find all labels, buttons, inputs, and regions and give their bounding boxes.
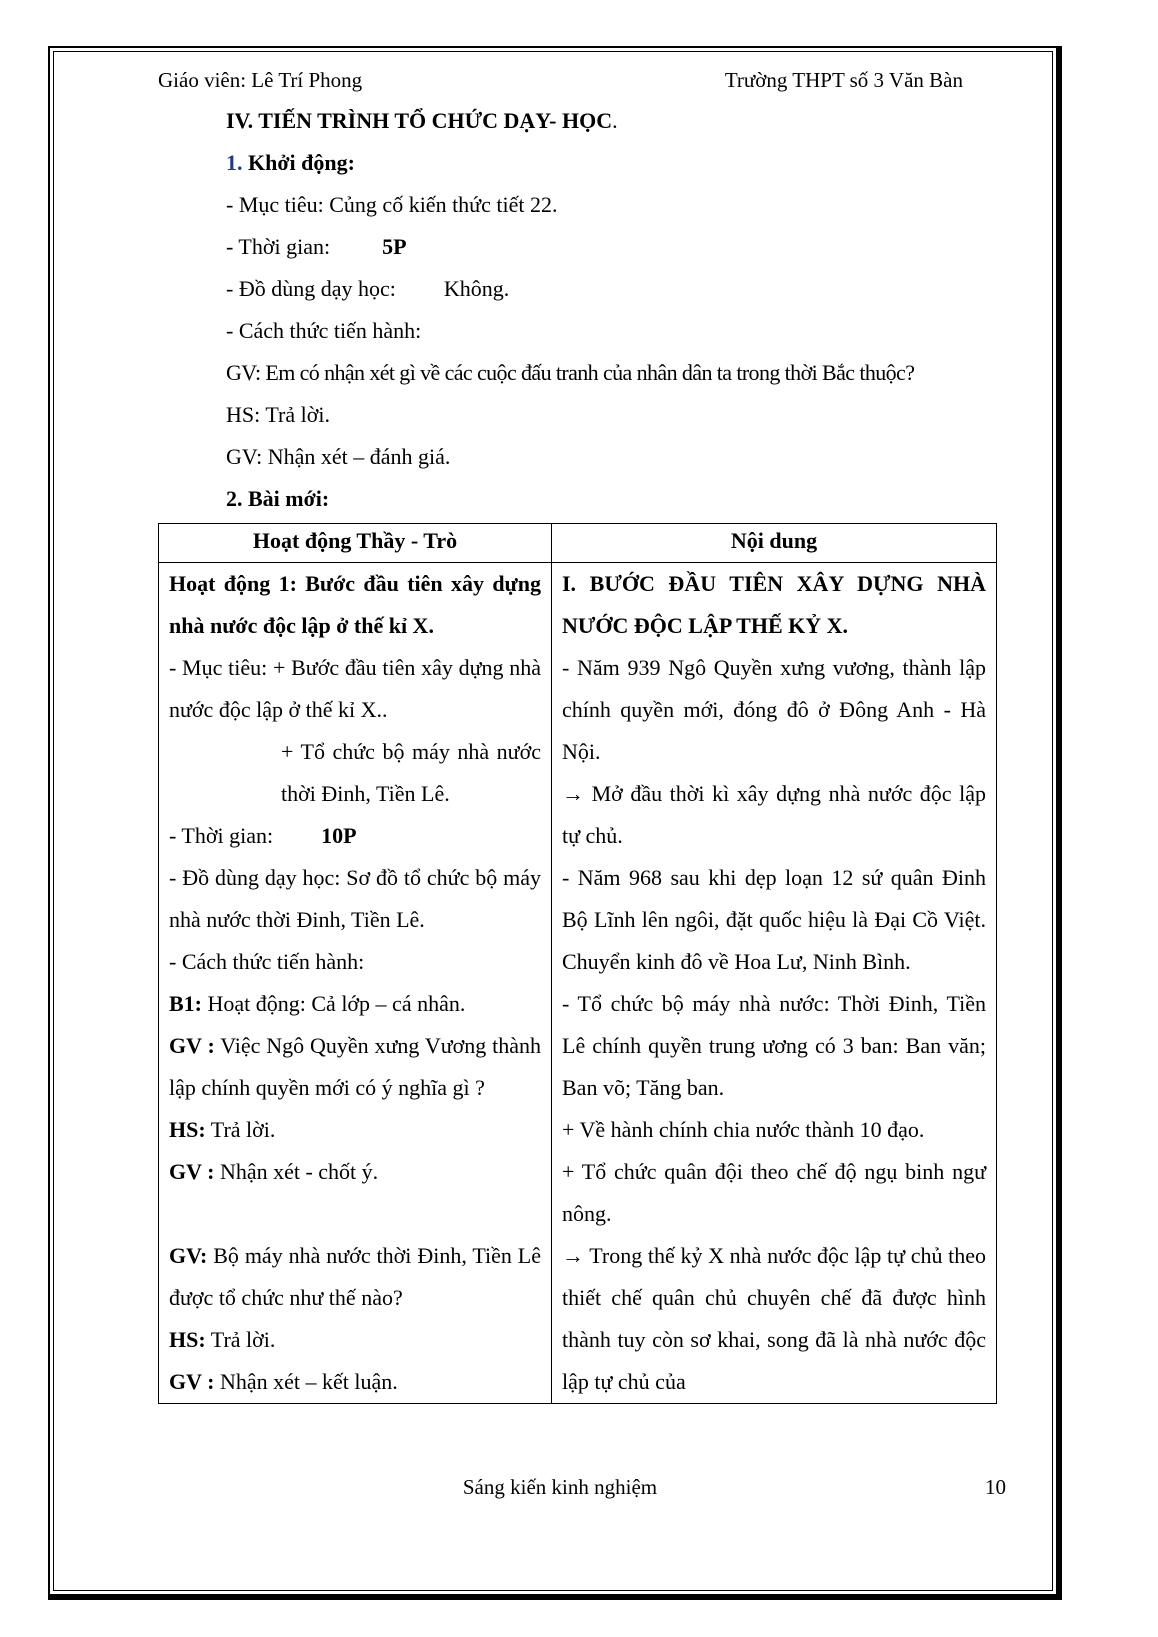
warmup-hs-answer: HS: Trả lời. bbox=[226, 402, 330, 427]
warmup-gv-question: GV: Em có nhận xét gì về các cuộc đấu tranh của nhân dân ta trong thời Bắc thuộc? bbox=[226, 360, 915, 385]
content-paragraph-2: → Mở đầu thời kì xây dựng nhà nước độc lập tự chủ. bbox=[562, 781, 986, 848]
content-paragraph-7: → Trong thế kỷ X nhà nước độc lập tự chủ theo thiết chế quân chủ chuyên chế đã được hình thành tuy còn sơ khai, song đã là nhà nước độc lập tự chủ của bbox=[562, 1243, 986, 1394]
warmup-time: - Thời gian: 5P bbox=[226, 234, 407, 259]
content-paragraph-5: + Về hành chính chia nước thành 10 đạo. bbox=[562, 1117, 925, 1142]
activity-goal: - Mục tiêu: + Bước đầu tiên xây dựng nhà nước độc lập ở thế kỉ X.. bbox=[169, 655, 541, 722]
warmup-gv-comment: GV: Nhận xét – đánh giá. bbox=[226, 444, 451, 469]
page-header bbox=[158, 68, 963, 93]
activity-tools: - Đồ dùng dạy học: Sơ đồ tổ chức bộ máy nhà nước thời Đinh, Tiền Lê. bbox=[169, 865, 541, 932]
activity-gv-question-1: GV : Việc Ngô Quyền xưng Vương thành lập chính quyền mới có ý nghĩa gì ? bbox=[169, 1033, 542, 1100]
warmup-goal: - Mục tiêu: Củng cố kiến thức tiết 22. bbox=[226, 192, 558, 217]
activity-b1: B1: Hoạt động: Cả lớp – cá nhân. bbox=[169, 991, 466, 1016]
content-cell bbox=[552, 563, 997, 1404]
activity-spacer bbox=[169, 1193, 541, 1235]
activity-hs-answer-2: HS: Trả lời. bbox=[169, 1327, 276, 1352]
activity-method: - Cách thức tiến hành: bbox=[169, 949, 365, 974]
table-header-row bbox=[159, 524, 997, 563]
warmup-heading: 1. Khởi động: bbox=[226, 150, 355, 175]
table-header-content: Nội dung bbox=[552, 524, 997, 563]
new-lesson-heading: 2. Bài mới: bbox=[226, 486, 330, 511]
activity-gv-conclusion-2: GV : Nhận xét – kết luận. bbox=[169, 1369, 398, 1394]
activity-gv-conclusion-1: GV : Nhận xét - chốt ý. bbox=[169, 1159, 379, 1184]
footer-label: Sáng kiến kinh nghiệm bbox=[462, 1475, 658, 1499]
page-number: 10 bbox=[985, 1475, 1006, 1499]
activity-goal-2: + Tổ chức bộ máy nhà nước thời Đinh, Tiền Lê. bbox=[281, 739, 541, 806]
content-paragraph-6: + Tổ chức quân đội theo chế độ ngụ binh ngư nông. bbox=[562, 1159, 986, 1226]
activity-gv-question-2: GV: Bộ máy nhà nước thời Đinh, Tiền Lê được tổ chức như thế nào? bbox=[169, 1243, 541, 1310]
table-row bbox=[159, 563, 997, 1404]
table-header-activity: Hoạt động Thầy - Trò bbox=[159, 524, 552, 563]
activity-hs-answer-1: HS: Trả lời. bbox=[169, 1117, 276, 1142]
warmup-tools: - Đồ dùng dạy học: Không. bbox=[226, 276, 510, 301]
activity-title: Hoạt động 1: Bước đầu tiên xây dựng nhà nước độc lập ở thế kỉ X. bbox=[169, 571, 541, 638]
content-paragraph-3: - Năm 968 sau khi dẹp loạn 12 sứ quân Đinh Bộ Lĩnh lên ngôi, đặt quốc hiệu là Đại Cồ Việt. Chuyển kinh đô về Hoa Lư, Ninh Bình. bbox=[562, 865, 986, 974]
school-name: Trường THPT số 3 Văn Bàn bbox=[724, 68, 963, 92]
lesson-table bbox=[158, 523, 997, 1404]
teacher-name: Giáo viên: Lê Trí Phong bbox=[158, 68, 363, 92]
content-paragraph-4: - Tổ chức bộ máy nhà nước: Thời Đinh, Tiền Lê chính quyền trung ương có 3 ban: Ban văn; Ban võ; Tăng ban. bbox=[562, 991, 986, 1100]
content-paragraph-1: - Năm 939 Ngô Quyền xưng vương, thành lập chính quyền mới, đóng đô ở Đông Anh - Hà Nội. bbox=[562, 655, 986, 764]
section-title: IV. TIẾN TRÌNH TỔ CHỨC DẠY- HỌC. bbox=[226, 108, 618, 133]
lesson-intro bbox=[226, 100, 996, 520]
activity-cell bbox=[159, 563, 552, 1404]
activity-time: - Thời gian: 10P bbox=[169, 823, 357, 848]
warmup-method: - Cách thức tiến hành: bbox=[226, 318, 422, 343]
content-title: I. BƯỚC ĐẦU TIÊN XÂY DỰNG NHÀ NƯỚC ĐỘC LẬP THẾ KỶ X. bbox=[562, 571, 986, 638]
